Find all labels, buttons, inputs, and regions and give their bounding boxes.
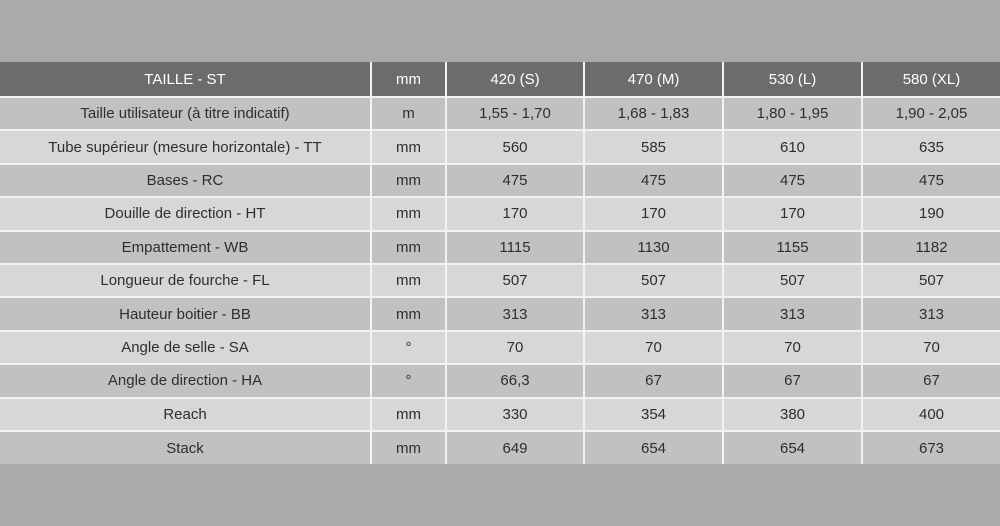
value-xl: 67 — [862, 364, 1000, 397]
row-unit: mm — [371, 231, 446, 264]
value-l: 475 — [723, 164, 862, 197]
row-label: Reach — [0, 398, 371, 431]
header-size-m: 470 (M) — [584, 62, 723, 97]
table-row — [0, 197, 1000, 230]
row-unit: mm — [371, 264, 446, 297]
table-row — [0, 297, 1000, 330]
row-label: Angle de direction - HA — [0, 364, 371, 397]
value-xl: 400 — [862, 398, 1000, 431]
value-m: 507 — [584, 264, 723, 297]
row-unit: m — [371, 97, 446, 130]
value-xl: 635 — [862, 130, 1000, 163]
table-row — [0, 231, 1000, 264]
row-unit: ° — [371, 331, 446, 364]
value-xl: 1,90 - 2,05 — [862, 97, 1000, 130]
table-row — [0, 431, 1000, 464]
table-row — [0, 130, 1000, 163]
value-l: 67 — [723, 364, 862, 397]
value-s: 475 — [446, 164, 584, 197]
table-row — [0, 264, 1000, 297]
value-xl: 475 — [862, 164, 1000, 197]
value-m: 67 — [584, 364, 723, 397]
value-m: 354 — [584, 398, 723, 431]
value-m: 475 — [584, 164, 723, 197]
value-l: 1,80 - 1,95 — [723, 97, 862, 130]
table-row — [0, 331, 1000, 364]
row-label: Taille utilisateur (à titre indicatif) — [0, 97, 371, 130]
value-s: 313 — [446, 297, 584, 330]
row-label: Hauteur boitier - BB — [0, 297, 371, 330]
value-m: 654 — [584, 431, 723, 464]
geometry-table — [0, 62, 1000, 464]
value-xl: 507 — [862, 264, 1000, 297]
row-label: Bases - RC — [0, 164, 371, 197]
value-xl: 70 — [862, 331, 1000, 364]
table-row — [0, 398, 1000, 431]
row-unit: mm — [371, 130, 446, 163]
header-size-s: 420 (S) — [446, 62, 584, 97]
value-s: 330 — [446, 398, 584, 431]
value-s: 170 — [446, 197, 584, 230]
row-label: Angle de selle - SA — [0, 331, 371, 364]
header-size-xl: 580 (XL) — [862, 62, 1000, 97]
value-xl: 673 — [862, 431, 1000, 464]
value-l: 610 — [723, 130, 862, 163]
value-s: 1115 — [446, 231, 584, 264]
value-s: 66,3 — [446, 364, 584, 397]
table-row — [0, 364, 1000, 397]
value-m: 585 — [584, 130, 723, 163]
value-m: 313 — [584, 297, 723, 330]
value-m: 70 — [584, 331, 723, 364]
header-size: TAILLE - ST — [0, 62, 371, 97]
value-l: 70 — [723, 331, 862, 364]
value-l: 313 — [723, 297, 862, 330]
value-s: 1,55 - 1,70 — [446, 97, 584, 130]
row-unit: mm — [371, 431, 446, 464]
value-xl: 190 — [862, 197, 1000, 230]
value-s: 649 — [446, 431, 584, 464]
value-s: 70 — [446, 331, 584, 364]
row-unit: mm — [371, 297, 446, 330]
row-label: Stack — [0, 431, 371, 464]
table-row — [0, 97, 1000, 130]
row-unit: ° — [371, 364, 446, 397]
table-row — [0, 164, 1000, 197]
value-m: 1,68 - 1,83 — [584, 97, 723, 130]
row-label: Longueur de fourche - FL — [0, 264, 371, 297]
value-s: 507 — [446, 264, 584, 297]
value-xl: 1182 — [862, 231, 1000, 264]
table-body — [0, 97, 1000, 464]
value-l: 1155 — [723, 231, 862, 264]
row-label: Douille de direction - HT — [0, 197, 371, 230]
row-label: Empattement - WB — [0, 231, 371, 264]
value-s: 560 — [446, 130, 584, 163]
row-label: Tube supérieur (mesure horizontale) - TT — [0, 130, 371, 163]
value-l: 654 — [723, 431, 862, 464]
value-l: 380 — [723, 398, 862, 431]
header-unit: mm — [371, 62, 446, 97]
value-m: 170 — [584, 197, 723, 230]
header-size-l: 530 (L) — [723, 62, 862, 97]
value-l: 507 — [723, 264, 862, 297]
value-l: 170 — [723, 197, 862, 230]
row-unit: mm — [371, 197, 446, 230]
table-header-row — [0, 62, 1000, 97]
value-xl: 313 — [862, 297, 1000, 330]
row-unit: mm — [371, 164, 446, 197]
value-m: 1130 — [584, 231, 723, 264]
row-unit: mm — [371, 398, 446, 431]
